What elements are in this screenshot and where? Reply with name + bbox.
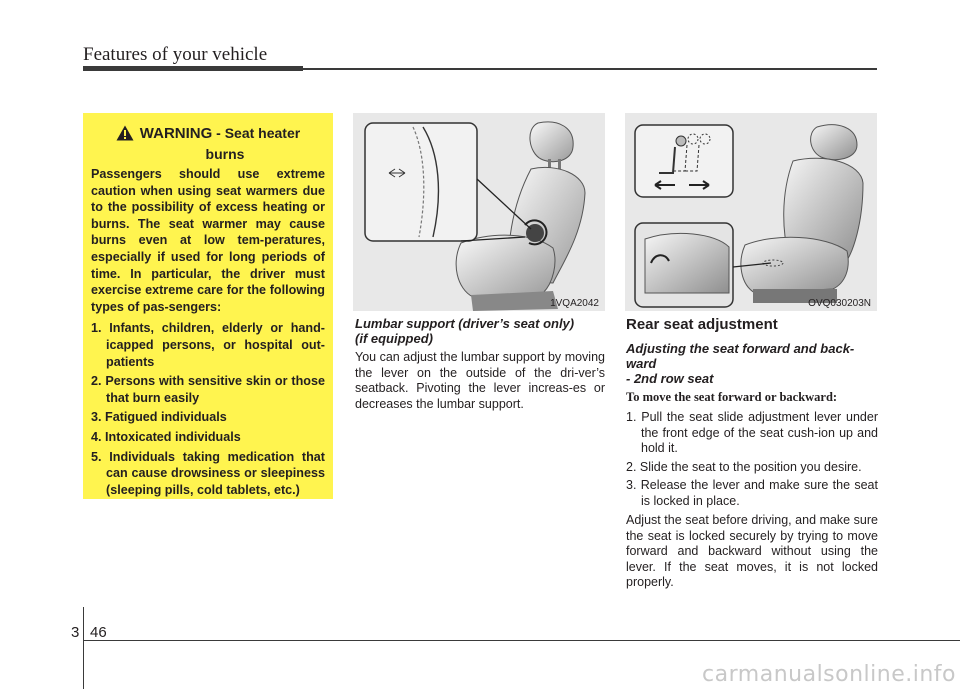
rear-subtitle-line1: Adjusting the seat forward and back- bbox=[626, 341, 855, 356]
rear-seat-subtitle bbox=[626, 341, 878, 386]
header-rule-thin bbox=[303, 68, 877, 70]
page-header-title: Features of your vehicle bbox=[83, 44, 268, 65]
rear-seat-figure bbox=[625, 113, 877, 311]
lumbar-section-title bbox=[355, 316, 605, 346]
warning-header bbox=[91, 125, 325, 142]
warning-list-item: 3. Fatigued individuals bbox=[91, 410, 227, 425]
step-item: 1. Pull the seat slide adjustment lever under the front edge of the seat cush-ion up and hold it. bbox=[626, 410, 878, 455]
page-number: 46 bbox=[90, 624, 107, 641]
lumbar-support-figure bbox=[353, 113, 605, 311]
warning-list-item: 5. Individuals taking medication that can cause drowsiness or sleepiness (sleeping pills, cold tablets, etc.) bbox=[91, 449, 325, 497]
watermark-text: carmanualsonline.info bbox=[702, 662, 956, 687]
lumbar-title-line2: (if equipped) bbox=[355, 331, 433, 346]
step-item: 3. Release the lever and make sure the seat is locked in place. bbox=[626, 478, 878, 508]
warning-subject-line2: burns bbox=[205, 146, 245, 162]
footer-horizontal-rule bbox=[83, 640, 960, 641]
lumbar-section-body: You can adjust the lumbar support by moving the lever on the outside of the dri-ver’s seatback. Pivoting the lever increas-es or decreases the lumbar support. bbox=[355, 350, 605, 411]
warning-title bbox=[140, 125, 300, 142]
warning-list-item: 4. Intoxicated individuals bbox=[91, 429, 241, 444]
warning-label: WARNING bbox=[139, 125, 213, 142]
rear-seat-illustration bbox=[625, 113, 877, 311]
rear-seat-body: Adjust the seat before driving, and make sure the seat is locked securely by trying to move forward and backward without using the lever. If the seat moves, it is not locked properly. bbox=[626, 513, 878, 589]
header-rule-thick bbox=[83, 66, 303, 71]
footer-vertical-rule bbox=[83, 607, 84, 689]
warning-list-item: 1. Infants, children, elderly or hand-icapped persons, or hospital out-patients bbox=[91, 321, 325, 369]
rear-seat-section bbox=[626, 316, 878, 591]
rear-subtitle-line3: - 2nd row seat bbox=[626, 371, 714, 386]
rear-seat-steps bbox=[626, 410, 878, 509]
figure-code: OVQ030203N bbox=[808, 298, 871, 309]
warning-list-item: 2. Persons with sensitive skin or those that burn easily bbox=[91, 374, 325, 405]
figure-code: 1VQA2042 bbox=[550, 298, 599, 309]
rear-seat-section-title: Rear seat adjustment bbox=[626, 316, 778, 333]
warning-list bbox=[91, 320, 325, 498]
warning-body: Passengers should use extreme caution when using seat warmers due to the possibility of excess heating or burns. The seat warmer may cause burns even at low tem-peratures, especially if used for long periods of time. In particular, the driver must exercise extreme care for the following types of pas-sengers: bbox=[91, 167, 325, 314]
lumbar-section bbox=[355, 316, 605, 412]
lumbar-seat-illustration bbox=[353, 113, 605, 311]
step-item: 2. Slide the seat to the position you desire. bbox=[626, 459, 862, 474]
warning-triangle-icon bbox=[116, 125, 134, 141]
rear-subtitle-line2: ward bbox=[626, 356, 657, 371]
lumbar-title-line1: Lumbar support (driver’s seat only) bbox=[355, 316, 575, 331]
warning-box bbox=[83, 113, 333, 499]
warning-subject-line1: - Seat heater bbox=[216, 125, 301, 141]
rear-seat-lead: To move the seat forward or backward: bbox=[626, 390, 838, 404]
chapter-number: 3 bbox=[71, 624, 80, 641]
